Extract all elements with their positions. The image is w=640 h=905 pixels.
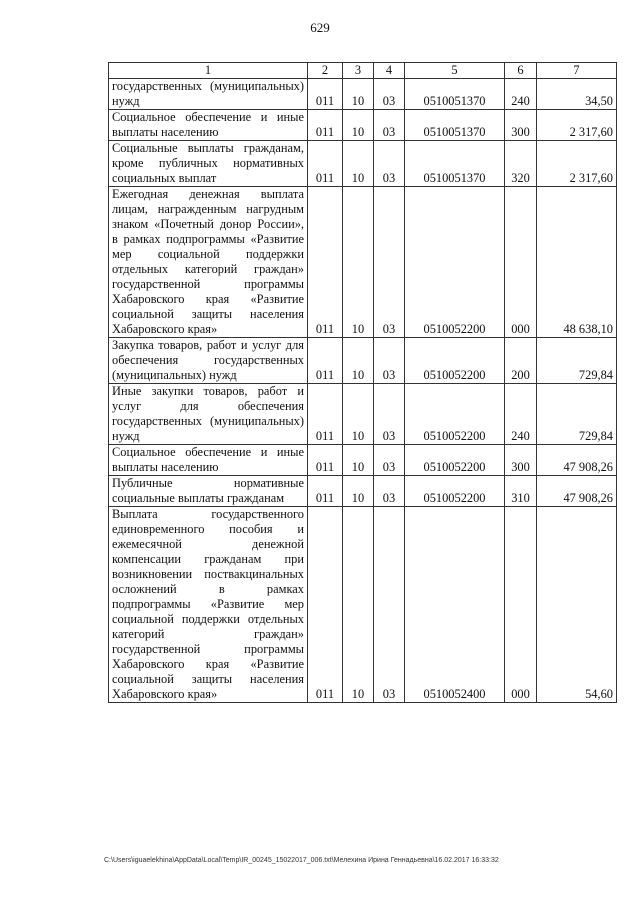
target-article-code: 0510052200 <box>405 187 505 338</box>
target-article-code: 0510051370 <box>405 110 505 141</box>
table-row <box>109 141 617 187</box>
ministry-code: 011 <box>308 338 343 384</box>
expense-type-code: 300 <box>505 445 537 476</box>
expense-type-code: 000 <box>505 507 537 703</box>
column-header: 6 <box>505 63 537 79</box>
target-article-code: 0510051370 <box>405 141 505 187</box>
section-code: 10 <box>343 338 374 384</box>
section-code: 10 <box>343 476 374 507</box>
expense-type-code: 240 <box>505 384 537 445</box>
subsection-code: 03 <box>374 507 405 703</box>
subsection-code: 03 <box>374 110 405 141</box>
section-code: 10 <box>343 187 374 338</box>
section-code: 10 <box>343 79 374 110</box>
row-description: Ежегодная денежная выплата лицам, награжденным нагрудным знаком «Почетный донор России», в рамках подпрограммы «Развитие мер социальной поддержки отдельных категорий граждан» государственной программы Хабаровского края «Развитие социальной защиты населения Хабаровского края» <box>109 187 308 338</box>
row-description: Социальное обеспечение и иные выплаты населению <box>109 445 308 476</box>
subsection-code: 03 <box>374 476 405 507</box>
row-description: Закупка товаров, работ и услуг для обеспечения государственных (муниципальных) нужд <box>109 338 308 384</box>
amount: 47 908,26 <box>537 445 617 476</box>
column-header: 4 <box>374 63 405 79</box>
target-article-code: 0510052200 <box>405 476 505 507</box>
section-code: 10 <box>343 110 374 141</box>
target-article-code: 0510052200 <box>405 445 505 476</box>
table-row <box>109 507 617 703</box>
ministry-code: 011 <box>308 141 343 187</box>
column-header: 2 <box>308 63 343 79</box>
expense-type-code: 240 <box>505 79 537 110</box>
header-row <box>109 63 617 79</box>
column-header: 5 <box>405 63 505 79</box>
ministry-code: 011 <box>308 110 343 141</box>
column-header: 1 <box>109 63 308 79</box>
expense-type-code: 320 <box>505 141 537 187</box>
amount: 729,84 <box>537 384 617 445</box>
section-code: 10 <box>343 507 374 703</box>
row-description: Социальные выплаты гражданам, кроме публичных нормативных социальных выплат <box>109 141 308 187</box>
amount: 54,60 <box>537 507 617 703</box>
row-description: Иные закупки товаров, работ и услуг для обеспечения государственных (муниципальных) нужд <box>109 384 308 445</box>
ministry-code: 011 <box>308 445 343 476</box>
amount: 34,50 <box>537 79 617 110</box>
ministry-code: 011 <box>308 476 343 507</box>
section-code: 10 <box>343 445 374 476</box>
target-article-code: 0510052200 <box>405 338 505 384</box>
table-row <box>109 110 617 141</box>
table-row <box>109 384 617 445</box>
subsection-code: 03 <box>374 187 405 338</box>
column-header: 7 <box>537 63 617 79</box>
table-row <box>109 445 617 476</box>
expense-type-code: 000 <box>505 187 537 338</box>
target-article-code: 0510052200 <box>405 384 505 445</box>
amount: 729,84 <box>537 338 617 384</box>
subsection-code: 03 <box>374 338 405 384</box>
amount: 2 317,60 <box>537 141 617 187</box>
ministry-code: 011 <box>308 384 343 445</box>
table-row <box>109 476 617 507</box>
ministry-code: 011 <box>308 507 343 703</box>
ministry-code: 011 <box>308 79 343 110</box>
table-row <box>109 338 617 384</box>
section-code: 10 <box>343 141 374 187</box>
column-header: 3 <box>343 63 374 79</box>
row-description: Социальное обеспечение и иные выплаты населению <box>109 110 308 141</box>
subsection-code: 03 <box>374 384 405 445</box>
target-article-code: 0510052400 <box>405 507 505 703</box>
ministry-code: 011 <box>308 187 343 338</box>
amount: 47 908,26 <box>537 476 617 507</box>
amount: 48 638,10 <box>537 187 617 338</box>
table-row <box>109 187 617 338</box>
subsection-code: 03 <box>374 141 405 187</box>
budget-table <box>108 62 617 703</box>
expense-type-code: 300 <box>505 110 537 141</box>
table-row <box>109 79 617 110</box>
subsection-code: 03 <box>374 445 405 476</box>
section-code: 10 <box>343 384 374 445</box>
amount: 2 317,60 <box>537 110 617 141</box>
target-article-code: 0510051370 <box>405 79 505 110</box>
file-path-footer: C:\Users\iguaelekhina\AppData\Local\Temp\IR_00245_15022017_006.txt\Мелехина Ирина Геннадьевна\16.02.2017 16:33:32 <box>104 857 499 864</box>
page-number: 629 <box>310 20 330 35</box>
row-description: Публичные нормативные социальные выплаты гражданам <box>109 476 308 507</box>
row-description: Выплата государственного единовременного пособия и ежемесячной денежной компенсации гражданам при возникновении поствакцинальных осложнений в рамках подпрограммы «Развитие мер социальной поддержки отдельных категорий граждан» государственной программы Хабаровского края «Развитие социальной защиты населения Хабаровского края» <box>109 507 308 703</box>
subsection-code: 03 <box>374 79 405 110</box>
expense-type-code: 200 <box>505 338 537 384</box>
row-description: государственных (муниципальных) нужд <box>109 79 308 110</box>
expense-type-code: 310 <box>505 476 537 507</box>
